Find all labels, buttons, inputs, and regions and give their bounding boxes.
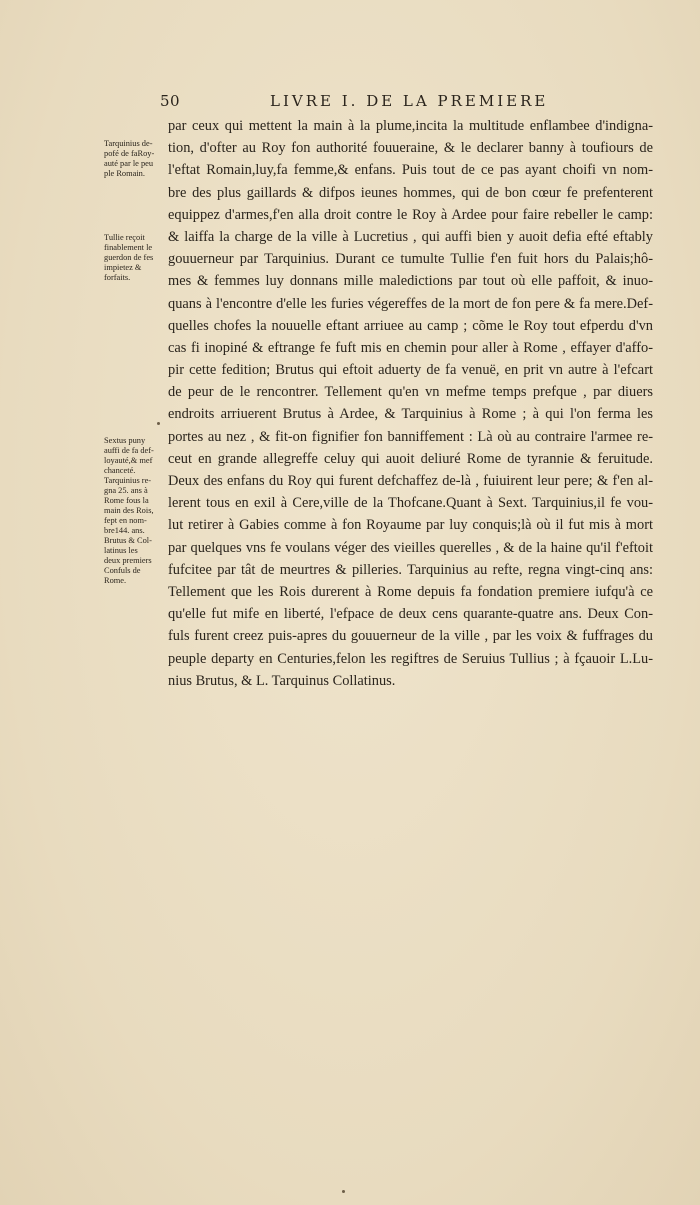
page-header [160, 92, 572, 112]
margin-note-line: auffi de fa def- [104, 446, 154, 455]
text-line: quans à l'encontre d'elle les furies végereffes de la mort de fon pere & fa mere.Def- [168, 295, 653, 312]
text-line: bre des plus gaillards & difpos ieunes hommes, qui de bon cœur fe prefenterent [168, 184, 653, 201]
text-line: ceut en grande allegreffe celuy qui auoit deliuré Rome de tyrannie & feruitude. [168, 450, 653, 467]
text-line: endroits arriuerent Brutus à Ardee, & Tarquinius à Rome ; à qui l'on ferma les [168, 406, 653, 423]
text-line: peuple departy en Centuries,felon les regiftres de Seruius Tullius ; à fçauoir L.Lu- [168, 650, 653, 667]
text-line: par ceux qui mettent la main à la plume,incita la multitude enflambee d'indigna- [168, 118, 653, 134]
text-line: portes au nez , & fit-on fignifier fon banniffement : Là où au contraire l'armee re- [168, 428, 653, 445]
margin-note-line: finablement le [104, 243, 153, 252]
margin-note-line: guerdon de fes [104, 253, 154, 262]
text-line: fufcitee par tât de meurtres & pilleries. Tarquinius au refte, regna vingt-cinq ans: [168, 561, 653, 578]
margin-note-line: Rome. [104, 576, 127, 585]
text-line: nius Brutus, & L. Tarquinus Collatinus. [168, 672, 396, 689]
margin-note-line: Tarquinius de- [104, 139, 153, 148]
margin-note-line: forfaits. [104, 273, 131, 282]
text-line: mes & femmes luy donnans mille maledictions par tout où elle paffoit, & inuo- [168, 273, 653, 290]
text-line: fuls furent creez puis-apres du gouuerneur de la ville , par les voix & fuffrages du [168, 628, 653, 645]
text-line: lerent tous en exil à Cere,ville de la Thofcane.Quant à Sext. Tarquinius,il fe vou- [168, 495, 653, 512]
margin-note-line: Tarquinius re- [104, 476, 152, 485]
margin-note-line: deux premiers [104, 556, 152, 565]
text-line: de peur de le rencontrer. Tellement qu'en vn mefme temps prefque , par diuers [168, 384, 653, 401]
margin-note-line: loyauté,& mef [104, 456, 153, 465]
margin-note-line: Tullie reçoit [104, 233, 145, 242]
text-line: par quelques vns fe voulans véger des vieilles querelles , & de la haine qu'il f'eftoit [168, 539, 653, 556]
text-line: gouuerneur par Tarquinius. Durant ce tumulte Tullie f'en fuit hors du Palais;hô- [168, 251, 653, 268]
margin-note-line: Brutus & Col- [104, 536, 152, 545]
running-title: LIVRE I. DE LA PREMIERE [270, 92, 549, 110]
page-number: 50 [160, 92, 181, 110]
text-line: qu'elle fut mife en liberté, l'efpace de deux cens quarante-quatre ans. Deux Con- [168, 606, 653, 623]
text-line: l'eftat Romain,luy,fa femme,& enfans. Puis tout de ce pas ayant choifi vn nom- [168, 162, 653, 179]
text-line: pir cette fedition; Brutus qui eftoit aduerty de fa venuë, en prit vn autre à l'efcart [168, 362, 653, 379]
margin-note-line: fept en nom- [104, 516, 147, 525]
margin-note-line: pofé de faRoy- [104, 149, 155, 158]
text-line: quelles chofes la nouuelle eftant arriuee au camp ; cõme le Roy tout efperdu d'vn [168, 317, 653, 334]
margin-note-line: Confuls de [104, 566, 141, 575]
margin-note-line: main des Rois, [104, 506, 154, 515]
margin-note-line: impietez & [104, 263, 142, 272]
text-line: cas fi inopiné & eftrange fe fuft mis en chemin pour aller à Rome , effayer d'affo- [168, 339, 653, 356]
ink-speck [342, 1190, 345, 1193]
ink-speck [157, 422, 160, 425]
margin-note-line: bre144. ans. [104, 526, 145, 535]
text-line: lut retirer à Gabies comme à fon Royaume par luy conquis;là où il fut mis à mort [168, 517, 653, 534]
body-text [168, 115, 653, 692]
text-line: & laiffa la charge de la ville à Lucretius , qui auffi bien y auoit defia efté eftably [168, 228, 653, 245]
margin-note-line: ple Romain. [104, 169, 145, 178]
margin-note-sextus-and-consuls [104, 436, 164, 586]
margin-note-line: auté par le peu [104, 159, 154, 168]
margin-note-line: gna 25. ans à [104, 486, 148, 495]
margin-note-tullie [104, 233, 164, 283]
text-line: Tellement que les Rois durerent à Rome depuis fa fondation premiere iufqu'à ce [168, 583, 653, 600]
margin-note-line: Sextus puny [104, 436, 146, 445]
text-line: equippez d'armes,f'en alla droit contre le Roy à Ardee pour faire rebeller le camp: [168, 206, 653, 223]
margin-note-line: chanceté. [104, 466, 136, 475]
margin-note-line: latinus les [104, 546, 138, 555]
text-line: tion, d'ofter au Roy fon authorité fouueraine, & le declarer banny à toufiours de [168, 140, 653, 157]
margin-note-line: Rome fous la [104, 496, 149, 505]
text-line: Deux des enfans du Roy qui furent defchaffez de-là , fuiuirent leur pere; & f'en al- [168, 473, 653, 489]
margin-note-tarquinius-deposed [104, 139, 164, 179]
